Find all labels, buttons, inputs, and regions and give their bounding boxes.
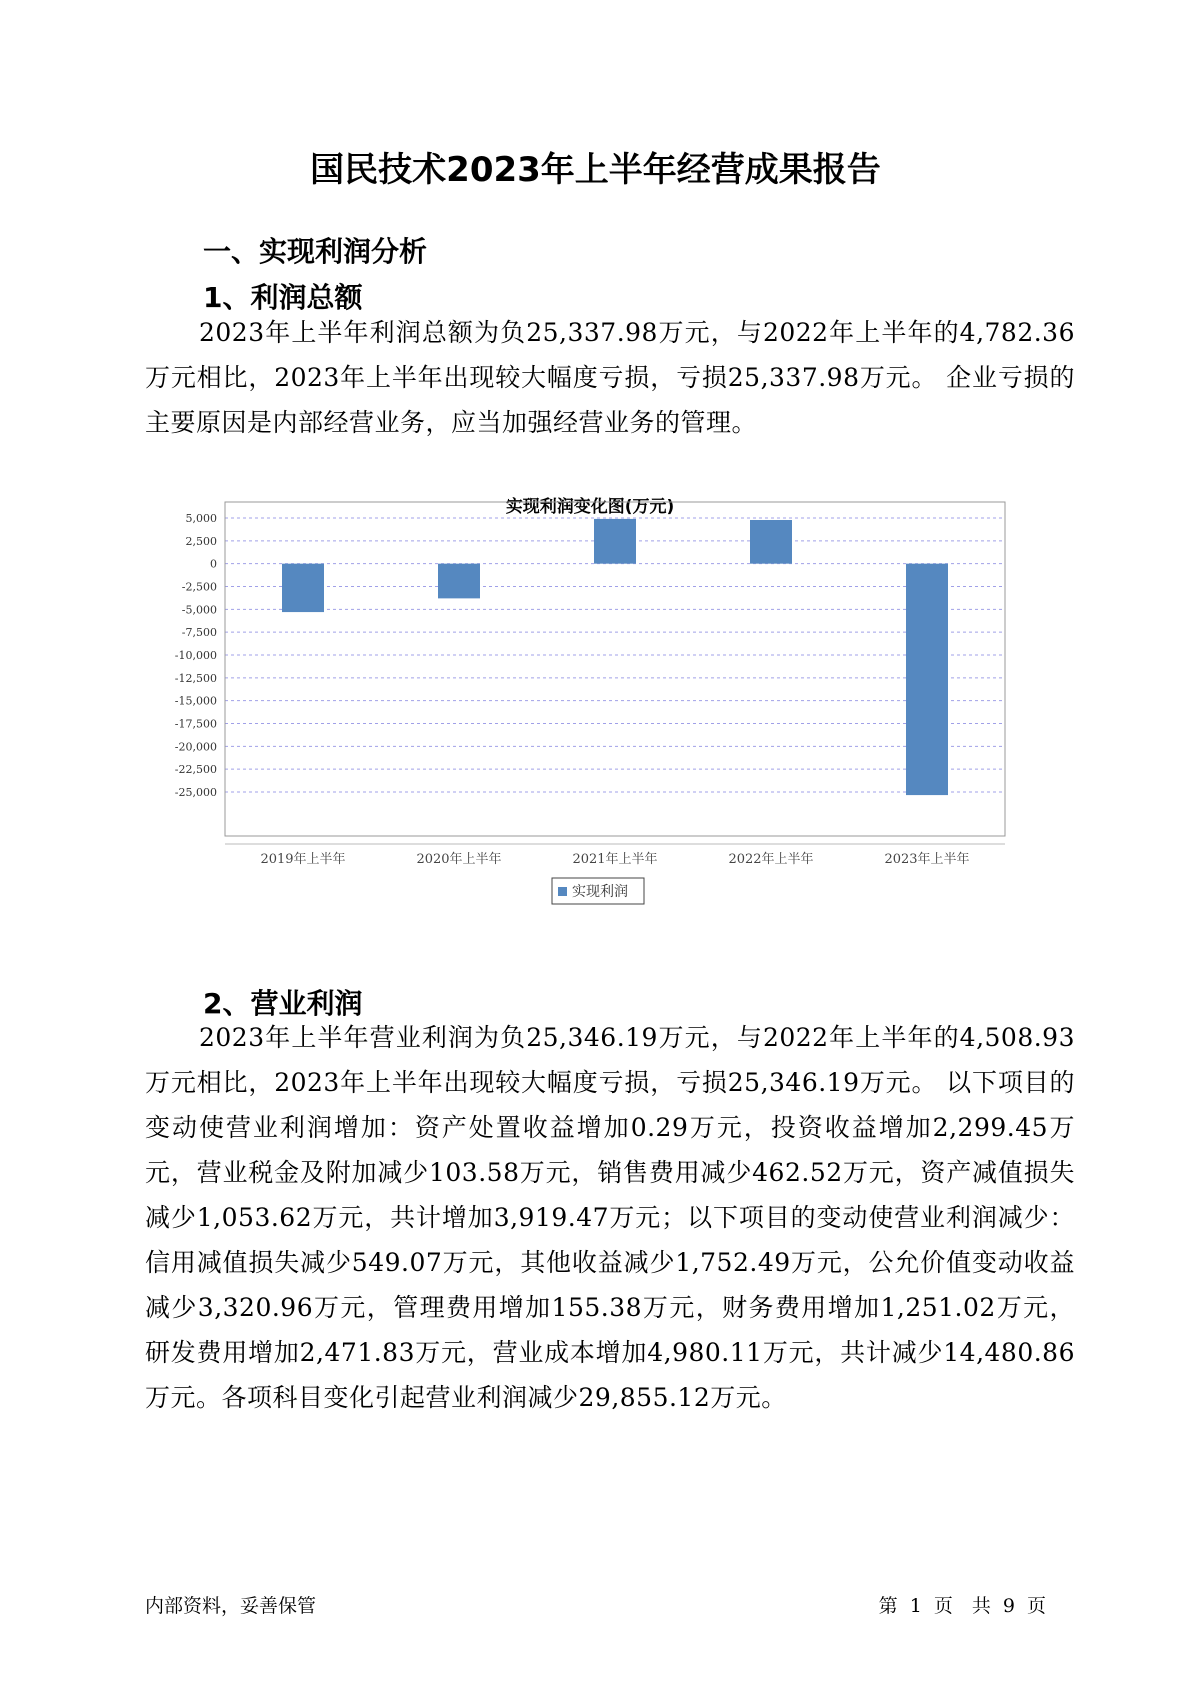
y-tick-label: -25,000 bbox=[174, 786, 217, 799]
report-title: 国民技术2023年上半年经营成果报告 bbox=[310, 150, 881, 190]
bar-2 bbox=[438, 564, 480, 599]
y-tick-label: -5,000 bbox=[181, 603, 217, 617]
y-tick-label: -2,500 bbox=[181, 580, 217, 594]
subsection-heading-operating-profit: 2、营业利润 bbox=[203, 987, 363, 1020]
legend-label: 实现利润 bbox=[572, 884, 628, 900]
y-tick-label: -12,500 bbox=[174, 671, 217, 685]
y-tick-label: -10,000 bbox=[174, 649, 217, 662]
legend-swatch bbox=[558, 887, 567, 896]
y-tick-label: 2,500 bbox=[185, 534, 217, 548]
paragraph-operating-profit: 2023年上半年营业利润为负25,346.19万元，与2022年上半年的4,508.93万元相比，2023年上半年出现较大幅度亏损，亏损25,346.19万元。 以下项目的变动使营业利润增加：资产处置收益增加0.29万元，投资收益增加2,299.45万元，营业税金及附加减少103.58万元，销售费用减少462.52万元，资产减值损失减少1,053.62万元，共计增加3,919.47万元；以下项目的变动使营业利润减少：信用减值损失减少549.07万元，其他收益减少1,752.49万元，公允价值变动收益减少3,320.96万元，管理费用增加155.38万元，财务费用增加1,251.02万元，研发费用增加2,471.83万元，营业成本增加4,980.11万元，共计减少14,480.86万元。各项科目变化引起营业利润减少29,855.12万元。 bbox=[145, 1023, 1075, 1412]
chart-legend bbox=[552, 878, 644, 904]
y-tick-label: -7,500 bbox=[181, 626, 217, 640]
x-tick-label: 2020年上半年 bbox=[416, 852, 502, 867]
y-tick-label: -15,000 bbox=[174, 694, 217, 708]
y-tick-label: -22,500 bbox=[174, 763, 217, 777]
bar-4 bbox=[750, 520, 792, 564]
x-tick-label: 2022年上半年 bbox=[728, 852, 814, 867]
chart-title: 实现利润变化图(万元) bbox=[505, 497, 675, 517]
y-tick-label: -20,000 bbox=[174, 740, 217, 754]
x-tick-label: 2023年上半年 bbox=[884, 852, 970, 867]
y-tick-label: -17,500 bbox=[174, 717, 217, 731]
bar-1 bbox=[282, 564, 324, 612]
section-heading-profit-analysis: 一、实现利润分析 bbox=[203, 235, 428, 268]
bar-3 bbox=[594, 519, 636, 564]
y-tick-label: 5,000 bbox=[185, 512, 217, 525]
footer-confidential-note: 内部资料，妥善保管 bbox=[145, 1595, 317, 1617]
profit-bar-chart-svg bbox=[0, 490, 1191, 950]
profit-chart bbox=[0, 490, 1191, 950]
paragraph-total-profit: 2023年上半年利润总额为负25,337.98万元，与2022年上半年的4,782.36万元相比，2023年上半年出现较大幅度亏损，亏损25,337.98万元。 企业亏损的主要原因是内部经营业务，应当加强经营业务的管理。 bbox=[145, 318, 1075, 437]
x-tick-label: 2021年上半年 bbox=[572, 852, 658, 867]
subsection-heading-total-profit: 1、利润总额 bbox=[203, 281, 363, 314]
x-tick-label: 2019年上半年 bbox=[260, 852, 346, 867]
footer-page-number: 第 1 页 共 9 页 bbox=[878, 1595, 1046, 1617]
y-tick-label: 0 bbox=[210, 557, 217, 571]
bar-5 bbox=[906, 564, 948, 795]
